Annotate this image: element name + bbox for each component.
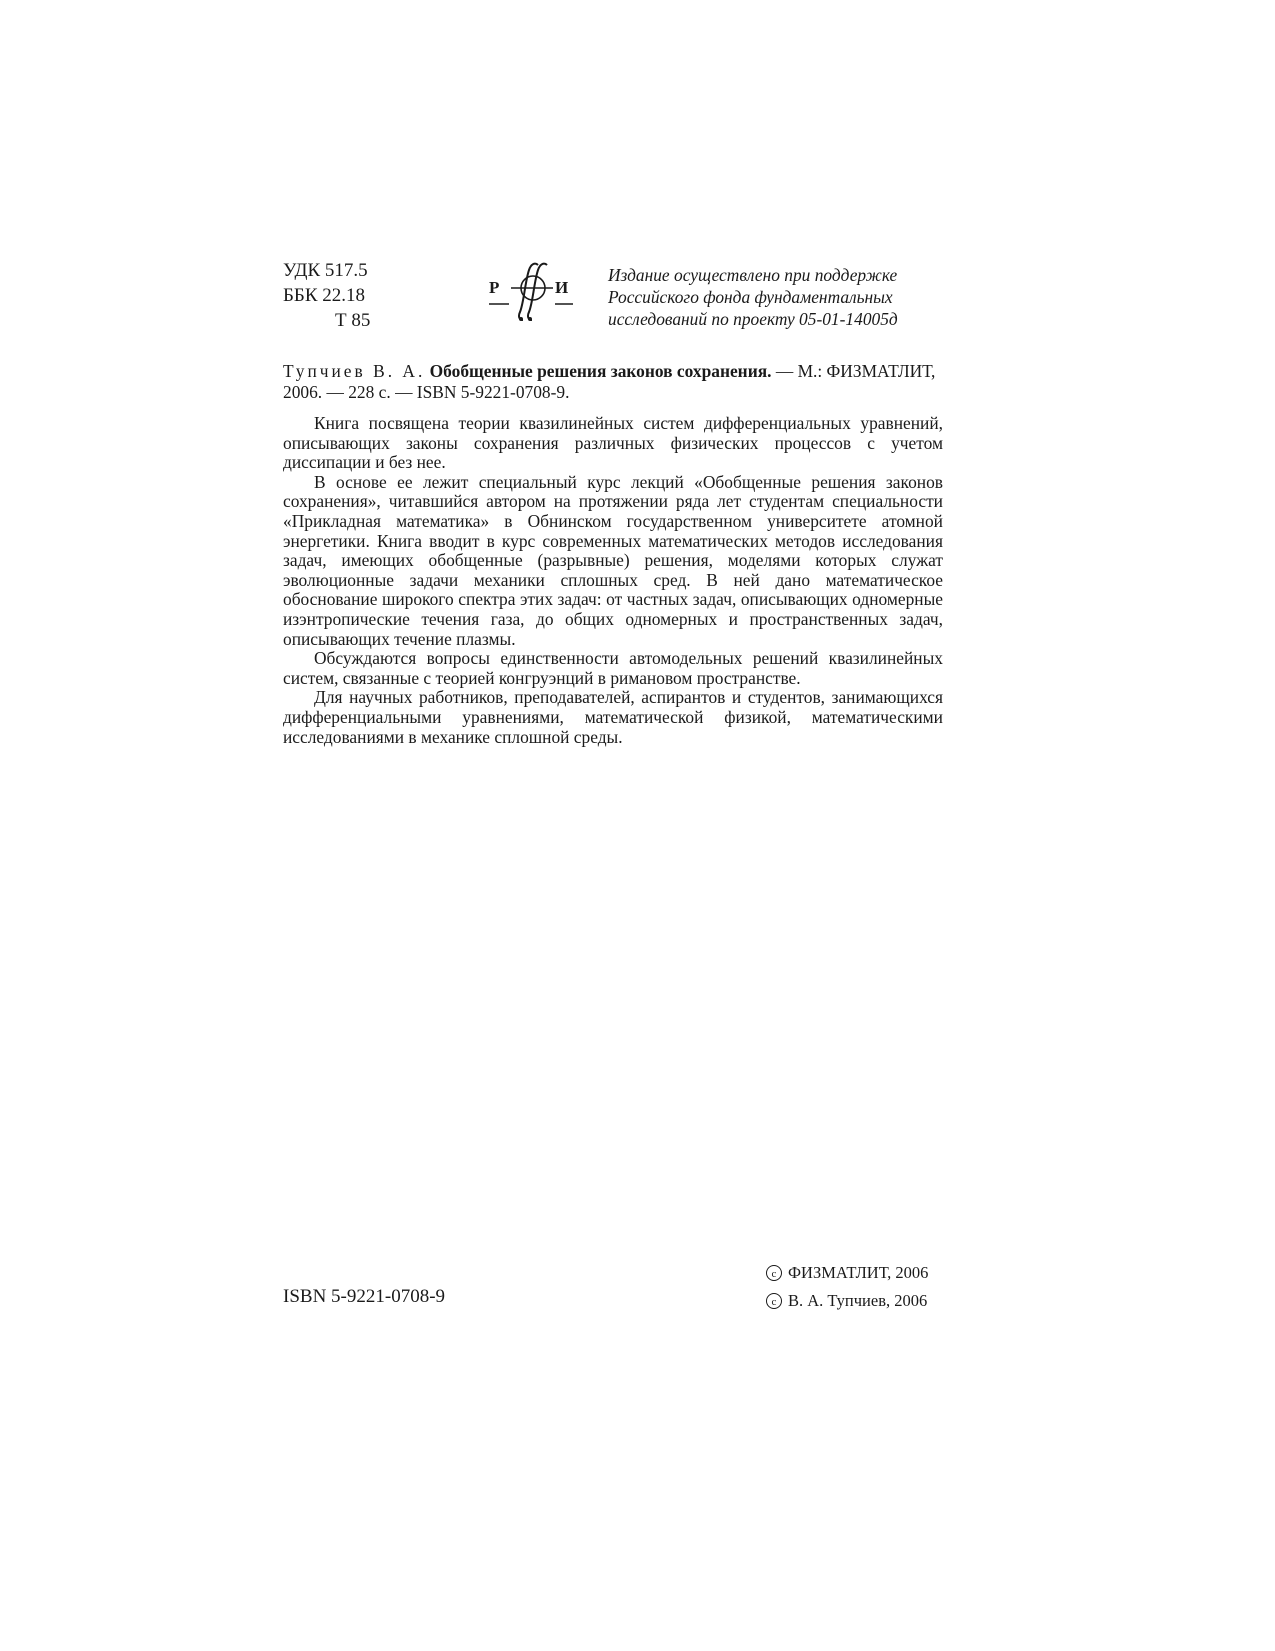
copyright-icon: c <box>766 1293 782 1309</box>
abstract-paragraph: Для научных работников, преподавателей, аспирантов и студентов, занимающихся дифференциальными уравнениями, математической физикой, математическими исследованиями в механике сплошной среды. <box>283 687 943 747</box>
udk-code: УДК 517.5 <box>283 260 368 281</box>
copyright-icon: c <box>766 1265 782 1281</box>
rffi-logo-letter-i: И <box>555 278 569 297</box>
copyright-author: В. А. Тупчиев, 2006 <box>788 1291 928 1310</box>
abstract-paragraph: Книга посвящена теории квазилинейных систем дифференциальных уравнений, описывающих законы сохранения различных физических процессов с учетом диссипации и без нее. <box>283 413 943 473</box>
author-name: Тупчиев В. А. <box>283 361 426 381</box>
abstract <box>283 414 943 747</box>
bbk-code: ББК 22.18 <box>283 285 365 306</box>
author-mark: Т 85 <box>335 310 371 331</box>
copyright-block <box>766 1259 928 1315</box>
copyright-publisher: ФИЗМАТЛИТ, 2006 <box>788 1263 929 1282</box>
funding-note <box>608 264 948 330</box>
abstract-paragraph: В основе ее лежит специальный курс лекций «Обобщенные решения законов сохранения», читавшийся автором на протяжении ряда лет студентам специальности «Прикладная математика» в Обнинском государственном университете атомной энергетики. Книга вводит в курс современных математических методов исследования задач, имеющих обобщенные (разрывные) решения, моделями которых служат эволюционные задачи механики сплошных сред. В ней дано математическое обоснование широкого спектра этих задач: от частных задач, описывающих одномерные изэнтропические течения газа, до общих одномерных и пространственных задач, описывающих течение плазмы. <box>283 471 943 649</box>
book-title: Обобщенные решения законов сохранения. <box>429 361 772 381</box>
classification-codes <box>283 258 370 333</box>
funding-note-line: исследований по проекту 05-01-14005д <box>608 309 898 329</box>
funding-note-line: Издание осуществлено при поддержке <box>608 265 898 285</box>
copyright-line <box>766 1287 928 1315</box>
imprint: — М.: ФИЗМАТЛИТ, 2006. — 228 с. — ISBN 5-9221-0708-9. <box>283 361 936 402</box>
abstract-paragraph: Обсуждаются вопросы единственности автомодельных решений квазилинейных систем, связанные с теорией конгруэнций в римановом пространстве. <box>283 648 943 688</box>
rffi-logo-letter-r: Р <box>489 278 500 297</box>
funding-note-line: Российского фонда фундаментальных <box>608 287 893 307</box>
copyright-line <box>766 1259 928 1287</box>
bibliographic-record <box>283 361 943 403</box>
rffi-logo <box>489 262 599 324</box>
isbn: ISBN 5-9221-0708-9 <box>283 1286 446 1307</box>
